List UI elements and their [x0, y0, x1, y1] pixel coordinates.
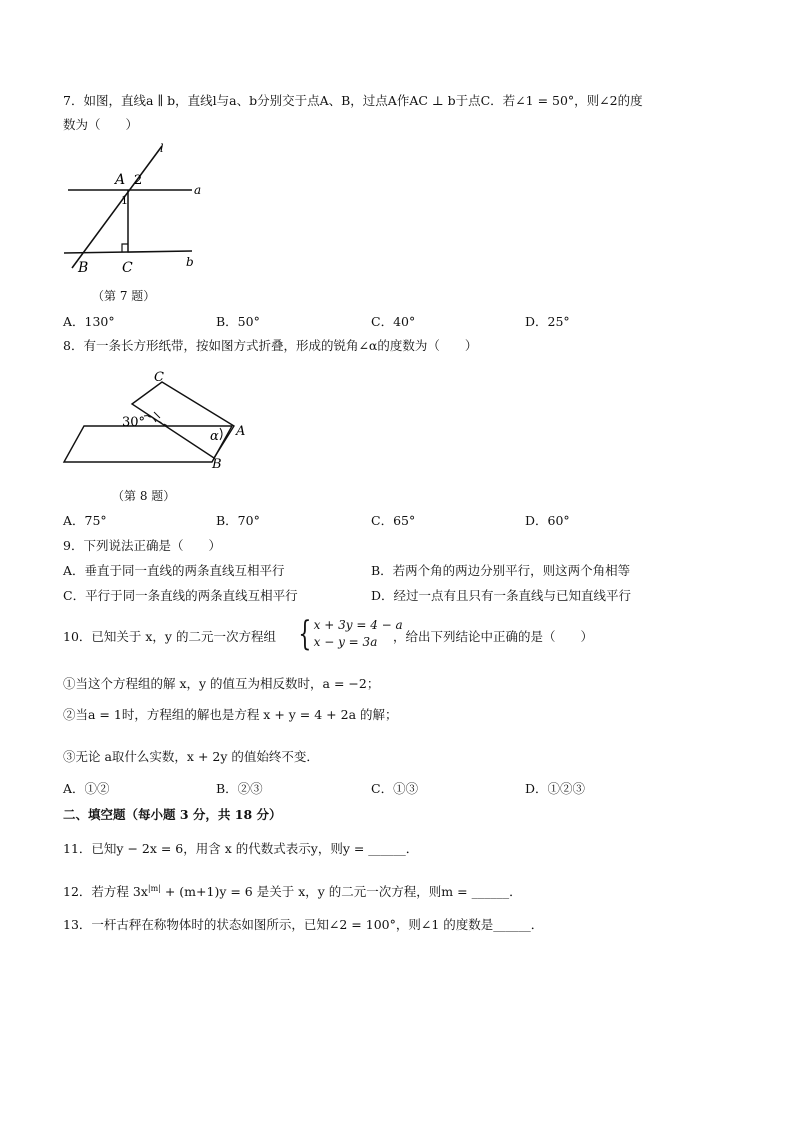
q8-label-alpha: α [210, 429, 219, 444]
q7-option-d[interactable]: D．25° [525, 314, 570, 329]
q10-stem-prefix: 10．已知关于 x，y 的二元一次方程组 [63, 629, 276, 644]
q10-equation-system [294, 614, 403, 654]
q11-stem: 11．已知y − 2x = 6，用含 x 的代数式表示y，则y = ______． [63, 841, 419, 856]
q9-option-d[interactable]: D．经过一点有且只有一条直线与已知直线平行 [371, 588, 632, 603]
q7-label-A: A [115, 172, 126, 188]
q7-label-C: C [122, 260, 133, 276]
q7-option-a[interactable]: A．130° [63, 314, 115, 329]
q8-label-30: 30° [122, 415, 146, 430]
q10-statement-3: ③无论 a取什么实数，x + 2y 的值始终不变． [63, 749, 319, 764]
q9-option-c[interactable]: C．平行于同一条直线的两条直线互相平行 [63, 588, 298, 603]
q7-stem-line2: 数为（ ） [63, 117, 139, 132]
q7-label-a: a [194, 183, 202, 197]
q10-eq1: x + 3y = 4 − a [313, 618, 403, 632]
q10-option-c[interactable]: C．①③ [371, 781, 419, 796]
q8-label-C: C [154, 370, 164, 385]
q12-prefix: 12．若方程 3x [63, 884, 148, 900]
q7-label-1: 1 [121, 194, 128, 207]
q10-brace: { [298, 614, 312, 654]
q7-label-2: 2 [134, 173, 143, 188]
q10-stem-suffix: ，给出下列结论中正确的是（ ） [393, 629, 594, 644]
q8-label-A: A [236, 424, 246, 439]
q12-suffix: + (m+1)y = 6 是关于 x，y 的二元一次方程，则m = ______． [160, 884, 522, 900]
q10-option-d[interactable]: D．①②③ [525, 781, 586, 796]
q10-option-b[interactable]: B．②③ [216, 781, 263, 796]
q8-caption: （第 8 题） [112, 489, 176, 503]
q7-figure [60, 140, 210, 280]
q9-option-a[interactable]: A．垂直于同一直线的两条直线互相平行 [63, 563, 285, 578]
q8-option-c[interactable]: C．65° [371, 513, 416, 528]
q8-label-B: B [212, 457, 222, 472]
q12-exponent: |m| [147, 884, 161, 893]
section-fill-in-title: 二、填空题（每小题 3 分，共 18 分） [63, 807, 282, 822]
q10-statement-2: ②当a = 1时，方程组的解也是方程 x + y = 4 + 2a 的解； [63, 707, 398, 722]
q8-option-d[interactable]: D．60° [525, 513, 570, 528]
q8-option-b[interactable]: B．70° [216, 513, 260, 528]
q7-caption: （第 7 题） [92, 289, 156, 303]
q12-stem [63, 880, 522, 901]
q7-label-B: B [78, 260, 89, 276]
q8-figure [60, 366, 260, 478]
q8-stem: 8．有一条长方形纸带，按如图方式折叠，形成的锐角∠α的度数为（ ） [63, 338, 478, 353]
q10-statement-1: ①当这个方程组的解 x，y 的值互为相反数时，a = −2； [63, 676, 380, 691]
q7-stem-line1: 7．如图，直线a ∥ b，直线l与a、b分别交于点A、B，过点A作AC ⊥ b于点C．若∠1 = 50°，则∠2的度 [63, 93, 643, 108]
q13-stem: 13．一杆古秤在称物体时的状态如图所示，已知∠2 = 100°，则∠1 的度数是______． [63, 917, 544, 932]
q10-eq2: x − y = 3a [313, 635, 378, 649]
q7-label-b: b [186, 255, 194, 269]
q7-label-l: l [160, 142, 164, 155]
q9-stem: 9．下列说法正确是（ ） [63, 538, 221, 553]
q7-option-c[interactable]: C．40° [371, 314, 416, 329]
q7-option-b[interactable]: B．50° [216, 314, 260, 329]
q10-option-a[interactable]: A．①② [63, 781, 110, 796]
q8-option-a[interactable]: A．75° [63, 513, 107, 528]
q9-option-b[interactable]: B．若两个角的两边分别平行，则这两个角相等 [371, 563, 631, 578]
